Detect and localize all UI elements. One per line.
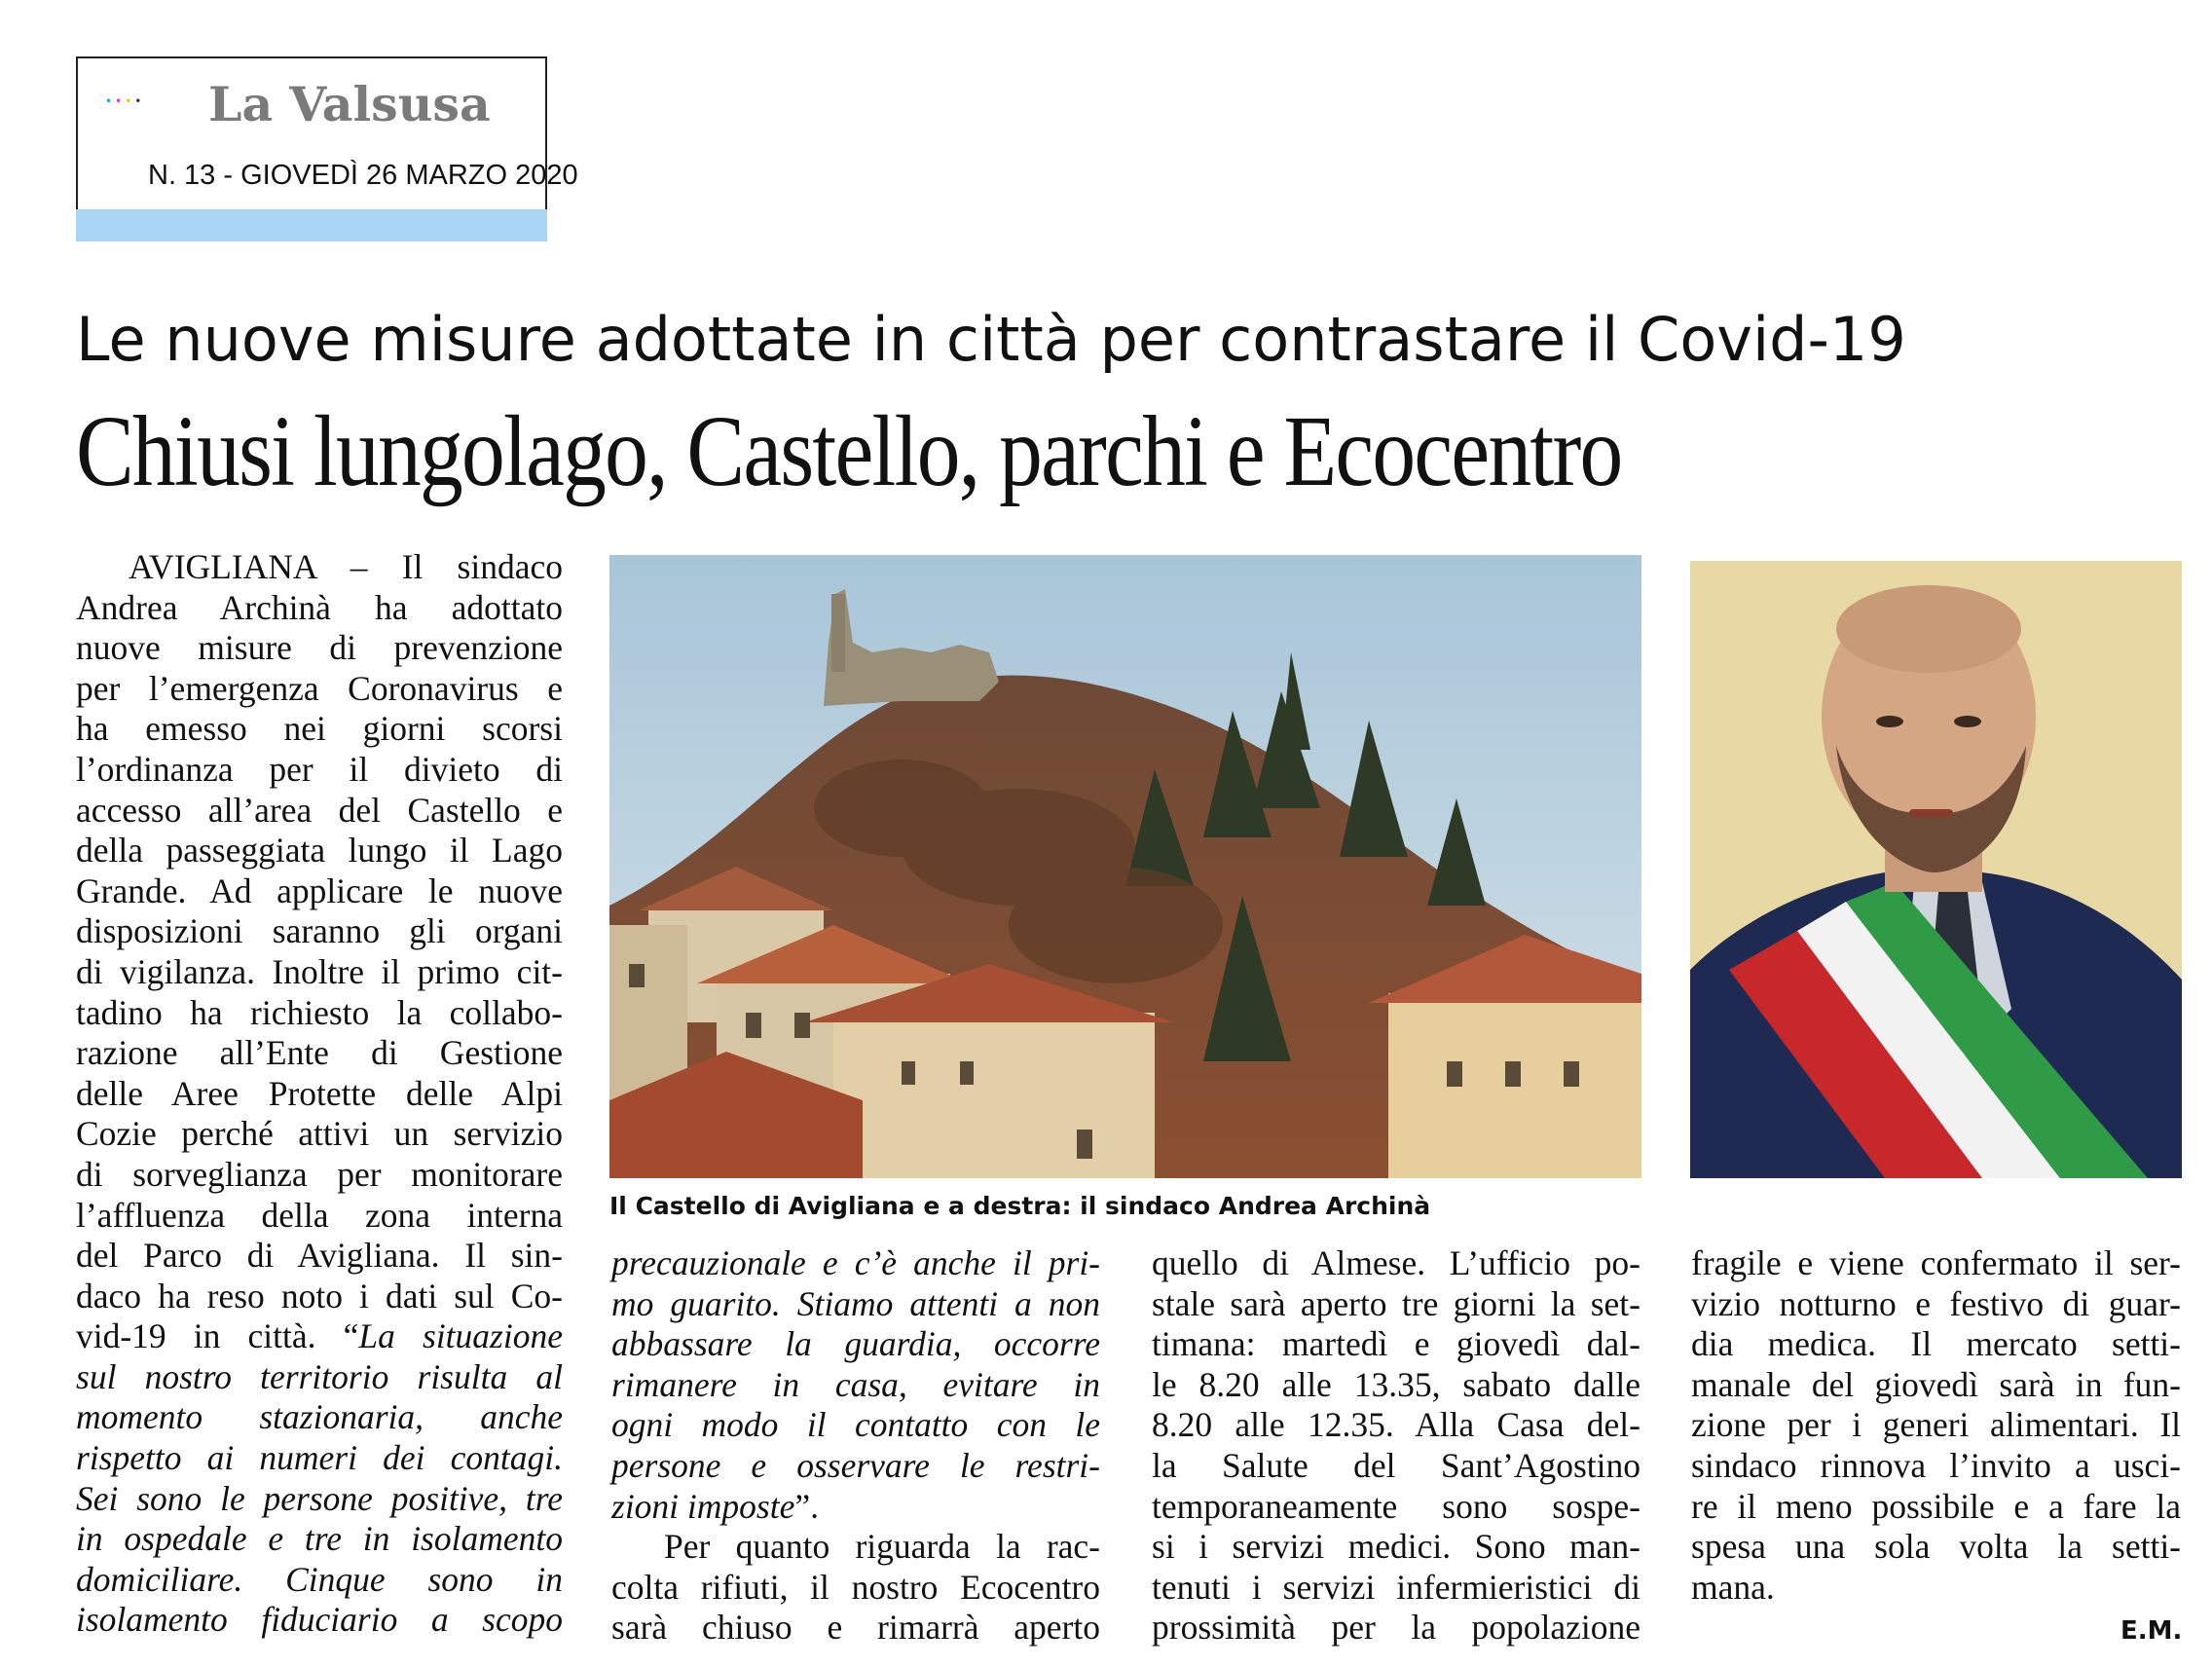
text-line: sarà chiuso e rimarrà aperto: [611, 1608, 1100, 1648]
quote-italic: La situazione: [358, 1316, 563, 1356]
text-line: precauzionale e c’è anche il pri-: [611, 1243, 1100, 1282]
text-line: delle Aree Protette delle Alpi: [76, 1073, 563, 1113]
text-line: momento stazionaria, anche: [76, 1397, 563, 1437]
text-line: manale del giovedì sarà in fun-: [1691, 1364, 2181, 1404]
text-line: AVIGLIANA – Il sindaco: [129, 547, 563, 586]
text-line: Andrea Archinà ha adottato: [76, 587, 563, 627]
castle-photo: [609, 555, 1641, 1178]
article-column-2: [611, 1243, 1100, 1648]
text-line: colta rifiuti, il nostro Ecocentro: [611, 1567, 1100, 1607]
text-line: per l’emergenza Coronavirus e: [76, 668, 563, 708]
masthead-color-bar: [76, 209, 547, 241]
text-line: mana.: [1691, 1567, 1775, 1607]
text-line: disposizioni saranno gli organi: [76, 911, 563, 951]
quote-close: ”.: [794, 1486, 819, 1526]
text-line: persone e osservare le restri-: [611, 1445, 1100, 1485]
text-line-mixed: [76, 1316, 563, 1357]
text-line: domiciliare. Cinque sono in: [76, 1559, 563, 1599]
text-line: razione all’Ente di Gestione: [76, 1033, 563, 1073]
text-line: tadino ha richiesto la collabo-: [76, 992, 563, 1032]
text-line: l’affluenza della zona interna: [76, 1195, 563, 1235]
text-line: dia medica. Il mercato setti-: [1691, 1324, 2181, 1364]
text-line: Per quanto riguarda la rac-: [664, 1527, 1100, 1567]
text-line-start: vid-19 in città. “: [76, 1316, 359, 1356]
mayor-portrait-photo: [1690, 561, 2182, 1178]
text-line: tenuti i servizi infermieristici di: [1152, 1567, 1641, 1607]
text-line: ogni modo il contatto con le: [611, 1405, 1100, 1445]
photo-caption: Il Castello di Avigliana e a destra: il sindaco Andrea Archinà: [609, 1192, 1431, 1220]
article-headline: Chiusi lungolago, Castello, parchi e Ecocentro: [76, 395, 1622, 507]
article-column-3: [1152, 1243, 1641, 1648]
text-line: la Salute del Sant’Agostino: [1152, 1445, 1641, 1485]
text-line: ha emesso nei giorni scorsi: [76, 709, 563, 749]
article-column-1: [76, 547, 563, 1641]
text-line: Cozie perché attivi un servizio: [76, 1114, 563, 1154]
text-line: daco ha reso noto i dati sul Co-: [76, 1276, 563, 1315]
issue-date: N. 13 - GIOVEDÌ 26 MARZO 2020: [148, 160, 578, 191]
text-line: Grande. Ad applicare le nuove: [76, 871, 563, 910]
text-line: timana: martedì e giovedì dal-: [1152, 1324, 1641, 1364]
text-line: vizio notturno e festivo di guar-: [1691, 1283, 2181, 1323]
text-line: rimanere in casa, evitare in: [611, 1364, 1100, 1404]
text-line: quello di Almese. L’ufficio po-: [1152, 1243, 1641, 1282]
text-line: sul nostro territorio risulta al: [76, 1356, 563, 1396]
text-line: 8.20 alle 12.35. Alla Casa del-: [1152, 1405, 1641, 1445]
text-line: zione per i generi alimentari. Il: [1691, 1405, 2181, 1445]
text-line: stale sarà aperto tre giorni la set-: [1152, 1283, 1641, 1323]
article-column-4: [1691, 1243, 2181, 1608]
text-line: di sorveglianza per monitorare: [76, 1154, 563, 1194]
quote-end: zioni imposte: [611, 1486, 795, 1526]
text-line-mixed: [611, 1487, 1100, 1528]
text-line: temporaneamente sono sospe-: [1152, 1486, 1641, 1526]
text-line: Sei sono le persone positive, tre: [76, 1478, 563, 1518]
text-line: del Parco di Avigliana. Il sin-: [76, 1236, 563, 1276]
text-line: accesso all’area del Castello e: [76, 790, 563, 830]
text-line: mo guarito. Stiamo attenti a non: [611, 1283, 1100, 1323]
text-line: si i servizi medici. Sono man-: [1152, 1527, 1641, 1567]
text-line: isolamento fiduciario a scopo: [76, 1600, 563, 1640]
text-line: della passeggiata lungo il Lago: [76, 831, 563, 871]
text-line: nuove misure di prevenzione: [76, 628, 563, 668]
printer-registration-dots-icon: ••••: [105, 94, 145, 108]
text-line: re il meno possibile e a fare la: [1691, 1486, 2181, 1526]
text-line: le 8.20 alle 13.35, sabato dalle: [1152, 1364, 1641, 1404]
text-line: l’ordinanza per il divieto di: [76, 749, 563, 789]
text-line: fragile e viene confermato il ser-: [1691, 1243, 2181, 1282]
text-line: abbassare la guardia, occorre: [611, 1324, 1100, 1364]
newspaper-name: La Valsusa: [208, 76, 491, 132]
article-kicker: Le nuove misure adottate in città per contrastare il Covid-19: [76, 304, 1906, 375]
text-line: di vigilanza. Inoltre il primo cit-: [76, 951, 563, 991]
text-line: rispetto ai numeri dei contagi.: [76, 1438, 563, 1478]
text-line: sindaco rinnova l’invito a usci-: [1691, 1445, 2181, 1485]
text-line: spesa una sola volta la setti-: [1691, 1527, 2181, 1567]
author-signature: E.M.: [2120, 1616, 2183, 1646]
text-line: prossimità per la popolazione: [1152, 1608, 1641, 1648]
text-line: in ospedale e tre in isolamento: [76, 1519, 563, 1559]
